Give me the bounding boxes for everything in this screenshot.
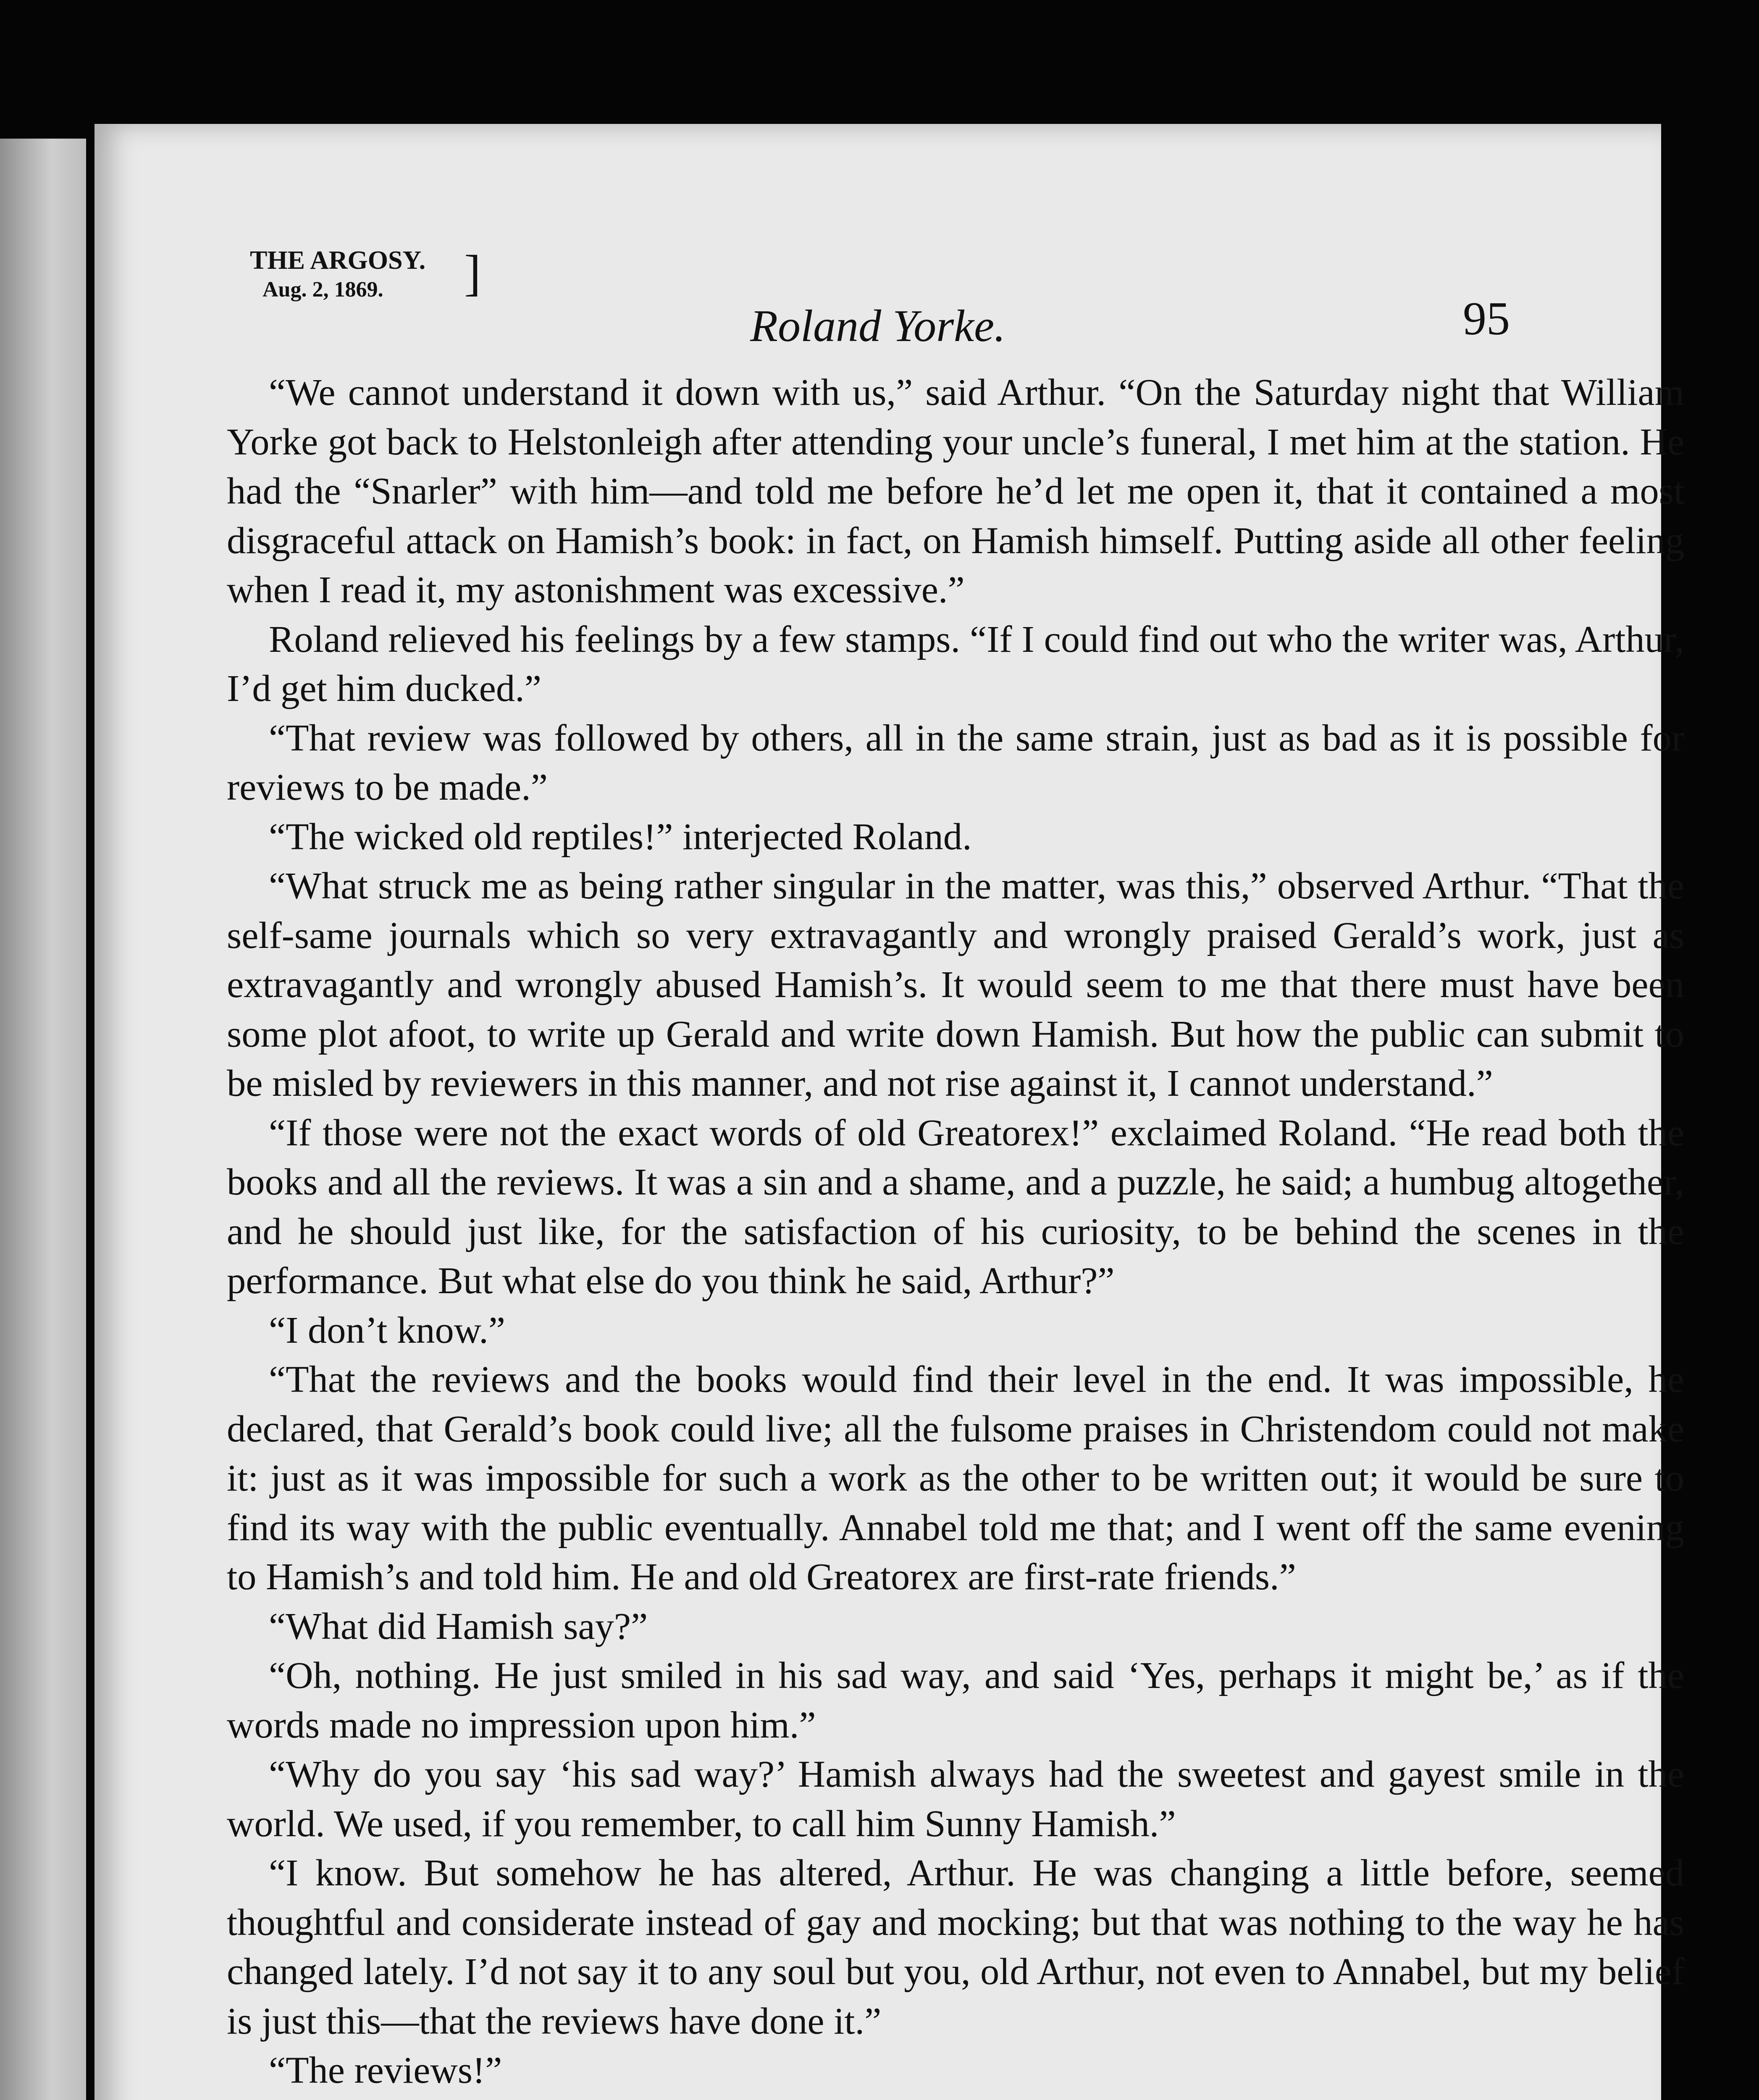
paragraph-7: “I don’t know.” [269, 1308, 505, 1351]
adjacent-page-edge [0, 139, 86, 2100]
page-title: Roland Yorke. [750, 301, 1006, 351]
paragraph-5: “What struck me as being rather singular in the matter, was this,” observed Arthur. “That the self-same journals which so very extravagantly and wrongly praised Gerald’s work, just as extravagantly and wrongly abused Hamish’s. It would seem to me that there must have been some plot afoot, to write up Gerald and write down Hamish. But how the public can submit to be misled by reviewers in this manner, and not rise against it, I cannot understand.” [227, 864, 1684, 1104]
paragraph-8: “That the reviews and the books would find their level in the end. It was impossible, he declared, that Gerald’s book could live; all the fulsome praises in Christendom could not make it: just as it was impossible for such a work as the other to be written out; it would be sure to find its way with the public eventually. Annabel told me that; and I went off the same evening to Hamish’s and told him. He and old Greatorex are first-rate friends.” [227, 1358, 1684, 1598]
paragraph-4: “The wicked old reptiles!” interjected Roland. [269, 815, 972, 858]
paragraph-1: “We cannot understand it down with us,” said Arthur. “On the Saturday night that William Yorke got back to Helstonleigh after attending your uncle’s funeral, I met him at the station. He had the “Snarler” with him—and told me before he’d let me open it, that it contained a most disgraceful attack on Hamish’s book: in fact, on Hamish himself. Putting aside all other feeling when I read it, my astonishment was excessive.” [227, 371, 1684, 611]
page-number: 95 [1463, 293, 1510, 345]
body-text [227, 368, 1684, 2095]
paragraph-11: “Why do you say ‘his sad way?’ Hamish always had the sweetest and gayest smile in the world. We used, if you remember, to call him Sunny Hamish.” [227, 1753, 1684, 1845]
running-head [250, 245, 481, 304]
running-head-bracket: ] [464, 245, 481, 301]
paragraph-3: “That review was followed by others, all in the same strain, just as bad as it is possible for reviews to be made.” [227, 716, 1684, 808]
paragraph-10: “Oh, nothing. He just smiled in his sad way, and said ‘Yes, perhaps it might be,’ as if the words made no impression upon him.” [227, 1654, 1684, 1746]
running-head-journal: THE ARGOSY. [250, 246, 426, 275]
paragraph-2: Roland relieved his feelings by a few stamps. “If I could find out who the writer was, Arthur, I’d get him ducked.” [227, 617, 1684, 709]
paragraph-6: “If those were not the exact words of old Greatorex!” exclaimed Roland. “He read both the books and all the reviews. It was a sin and a shame, and a puzzle, he said; a humbug altogether, and he should just like, for the satisfaction of his curiosity, to be behind the scenes in the performance. But what else do you think he said, Arthur?” [227, 1111, 1684, 1302]
paragraph-12: “I know. But somehow he has altered, Arthur. He was changing a little before, seemed thoughtful and considerate instead of gay and mocking; but that was nothing to the way he has changed lately. I’d not say it to any soul but you, old Arthur, not even to Annabel, but my belief is just this—that the reviews have done it.” [227, 1851, 1684, 2042]
running-head-date: Aug. 2, 1869. [263, 278, 383, 302]
paragraph-13: “The reviews!” [269, 2049, 502, 2091]
paragraph-9: “What did Hamish say?” [269, 1604, 648, 1647]
